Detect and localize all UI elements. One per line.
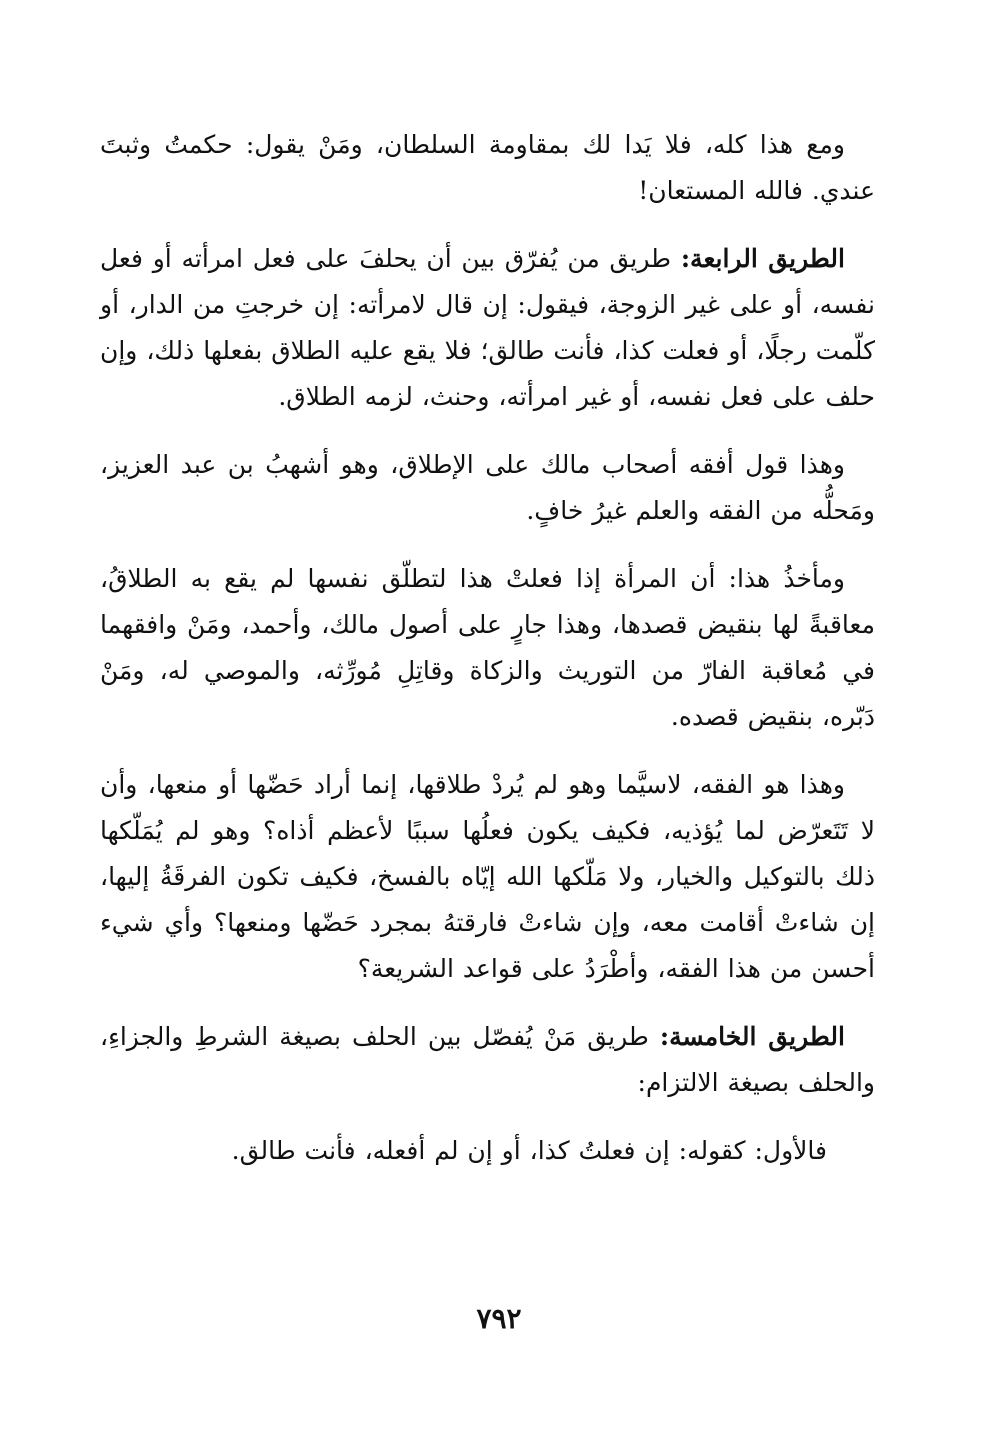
paragraph-text: ومع هذا كله، فلا يَدا لك بمقاومة السلطان، ومَنْ يقول: حكمتُ وثبتَ عندي. فالله المستعان! bbox=[100, 130, 875, 205]
paragraph-7 bbox=[100, 1128, 875, 1174]
paragraph-text: وهذا هو الفقه، لاسيَّما وهو لم يُردْ طلاقها، إنما أراد حَضّها أو منعها، وأن لا تَتَعرّض لما يُؤذيه، فكيف يكون فعلُها سببًا لأعظم أذاه؟ وهو لم يُمَلّكها ذلك بالتوكيل والخيار، ولا مَلّكها الله إيّاه بالفسخ، فكيف تكون الفرقَةُ إليها، إن شاءتْ أقامت معه، وإن شاءتْ فارقتهُ بمجرد حَضّها ومنعها؟ وأي شيء أحسن من هذا الفقه، وأطْرَدُ على قواعد الشريعة؟ bbox=[100, 770, 875, 983]
paragraph-3 bbox=[100, 442, 875, 534]
paragraph-2 bbox=[100, 236, 875, 420]
paragraph-4 bbox=[100, 556, 875, 740]
paragraph-1 bbox=[100, 122, 875, 214]
page-number: ٧٩٢ bbox=[476, 1302, 522, 1335]
paragraph-text: طريق من يُفرّق بين أن يحلفَ على فعل امرأته أو فعل نفسه، أو على غير الزوجة، فيقول: إن قال لامرأته: إن خرجتِ من الدار، أو كلّمت رجلًا، أو فعلت كذا، فأنت طالق؛ فلا يقع عليه الطلاق بفعلها ذلك، وإن حلف على فعل نفسه، أو غير امرأته، وحنث، لزمه الطلاق. bbox=[100, 244, 875, 411]
paragraph-text: وهذا قول أفقه أصحاب مالك على الإطلاق، وهو أشهبُ بن عبد العزيز، ومَحلُّه من الفقه والعلم غيرُ خافٍ. bbox=[100, 450, 875, 525]
paragraph-text: طريق مَنْ يُفصّل بين الحلف بصيغة الشرطِ والجزاءِ، والحلف بصيغة الالتزام: bbox=[100, 1022, 875, 1097]
paragraph-text: فالأول: كقوله: إن فعلتُ كذا، أو إن لم أفعله، فأنت طالق. bbox=[231, 1136, 827, 1165]
paragraph-text: ومأخذُ هذا: أن المرأة إذا فعلتْ هذا لتطلّق نفسها لم يقع به الطلاقُ، معاقبةً لها بنقيض قصدها، وهذا جارٍ على أصول مالك، وأحمد، ومَنْ وافقهما في مُعاقبة الفارّ من التوريث والزكاة وقاتِلِ مُورِّثه، والموصي له، ومَنْ دَبّره، بنقيض قصده. bbox=[100, 564, 875, 731]
paragraph-6 bbox=[100, 1014, 875, 1106]
page-body bbox=[100, 122, 875, 1196]
section-heading-fifth-way: الطريق الخامسة: bbox=[659, 1022, 845, 1051]
paragraph-5 bbox=[100, 762, 875, 992]
section-heading-fourth-way: الطريق الرابعة: bbox=[680, 244, 845, 273]
